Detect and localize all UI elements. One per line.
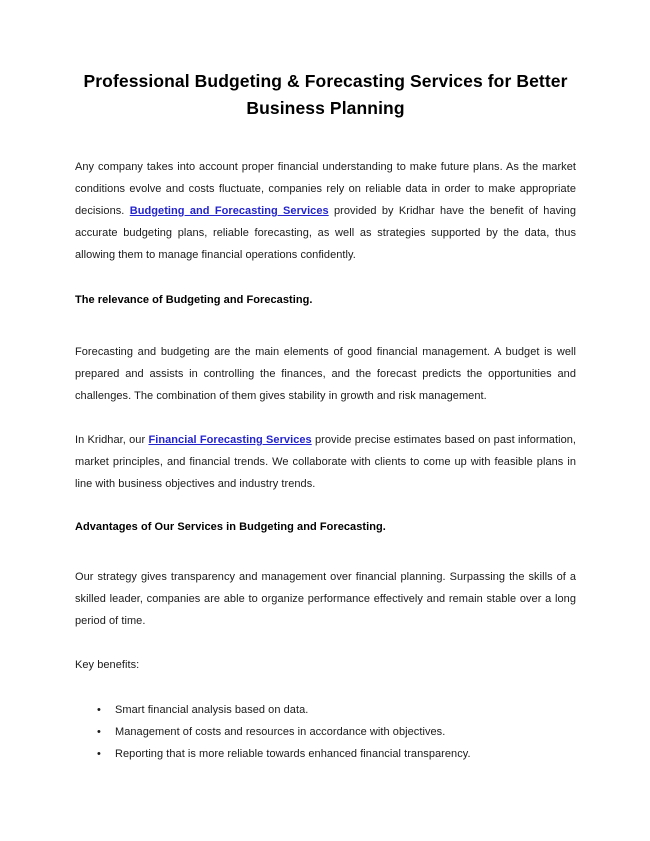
financial-forecasting-paragraph xyxy=(75,429,576,495)
relevance-paragraph: Forecasting and budgeting are the main elements of good financial management. A budget is well prepared and assists in controlling the finances, and the forecast predicts the opportunities and challenges. The combination of them gives stability in growth and risk management. xyxy=(75,346,576,402)
list-item xyxy=(75,743,576,765)
spacer xyxy=(75,311,576,341)
key-benefits-label: Key benefits: xyxy=(75,659,140,671)
forecasting-text-after-link: provide precise estimates based on past information, market principles, and financial trends. We collaborate with clients to come up with feasible plans in line with business objectives and industry trends. xyxy=(75,434,577,490)
spacer xyxy=(75,407,576,429)
bullet-icon: • xyxy=(97,748,101,760)
section-heading-relevance: The relevance of Budgeting and Forecasting. xyxy=(75,294,313,306)
spacer xyxy=(75,266,576,289)
intro-text-before-link: Any company takes into account proper financial understanding to make future plans. As the market conditions evolve and costs fluctuate, companies rely on reliable data in order to make appropriate decisions. xyxy=(75,161,576,217)
intro-text-after-link: provided by Kridhar have the benefit of having accurate budgeting plans, reliable forecasting, as well as strategies supported by the data, thus allowing them to manage financial operations confidently. xyxy=(75,205,576,261)
bullet-icon: • xyxy=(97,704,101,716)
forecasting-text-before-link: In Kridhar, our xyxy=(75,434,149,446)
document-content xyxy=(75,0,576,765)
spacer xyxy=(75,632,576,654)
spacer xyxy=(75,676,576,699)
list-item-label: Management of costs and resources in accordance with objectives. xyxy=(115,726,446,738)
section-heading-advantages: Advantages of Our Services in Budgeting and Forecasting. xyxy=(75,521,386,533)
financial-forecasting-services-link[interactable]: Financial Forecasting Services xyxy=(148,434,312,446)
page-title: Professional Budgeting & Forecasting Services for Better Business Planning xyxy=(83,71,568,118)
bullet-icon: • xyxy=(97,726,101,738)
key-benefits-list xyxy=(75,699,576,765)
advantages-paragraph: Our strategy gives transparency and management over financial planning. Surpassing the skills of a skilled leader, companies are able to organize performance effectively and remain stable over a long period of time. xyxy=(75,571,576,627)
spacer xyxy=(75,122,576,156)
list-item xyxy=(75,699,576,721)
spacer xyxy=(75,538,576,566)
list-item xyxy=(75,721,576,743)
list-item-label: Reporting that is more reliable towards enhanced financial transparency. xyxy=(115,748,471,760)
spacer xyxy=(75,495,576,516)
intro-paragraph xyxy=(75,156,576,266)
budgeting-and-forecasting-services-link[interactable]: Budgeting and Forecasting Services xyxy=(129,205,329,217)
list-item-label: Smart financial analysis based on data. xyxy=(115,704,309,716)
